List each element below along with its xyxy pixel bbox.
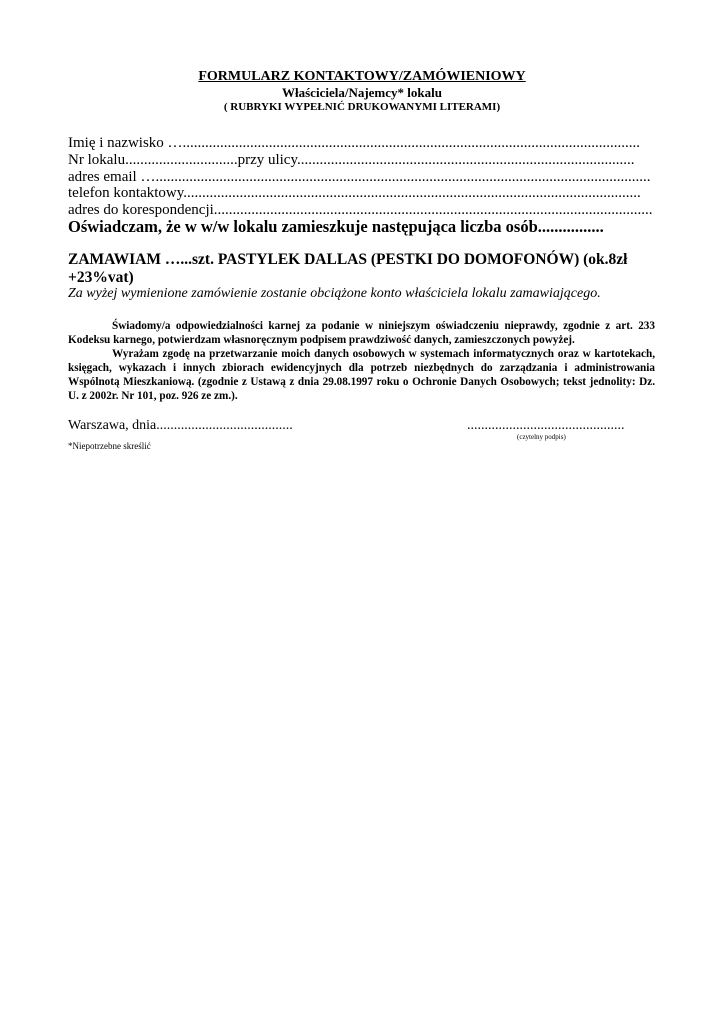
legal-paragraph-consent: Wyrażam zgodę na przetwarzanie moich danych osobowych w systemach informatycznych oraz w kartotekach, księgach, wykazach i innych zbiorach ewidencyjnych dla potrzeb niezbędnych do zarządzania i administrowania Wspólnotą Mieszkaniową. (zgodnie z Ustawą z dnia 29.08.1997 roku o Ochronie Danych Osobowych; tekst jednolity: Dz. U. z 2002r. Nr 101, poz. 926 ze zm.). <box>68 348 655 402</box>
residents-declaration: Oświadczam, że w w/w lokalu zamieszkuje następująca liczba osób................ <box>68 217 604 236</box>
name-field: Imię i nazwisko ….......................................................................................................................... <box>68 135 641 151</box>
email-field: adres email ….................................................................................................................................... <box>68 169 651 185</box>
legal-statement <box>68 319 655 403</box>
order-line: ZAMAWIAM …...szt. PASTYLEK DALLAS (PESTKI DO DOMOFONÓW) (ok.8zł +23%vat) <box>68 251 628 286</box>
footnote: *Niepotrzebne skreślić <box>68 441 151 451</box>
form-title: FORMULARZ KONTAKTOWY/ZAMÓWIENIOWY <box>198 69 526 84</box>
order-note: Za wyżej wymienione zamówienie zostanie obciążone konto właściciela lokalu zamawiającego. <box>68 286 601 301</box>
form-subtitle: Właściciela/Najemcy* lokalu <box>282 85 442 100</box>
legal-paragraph-liability: Świadomy/a odpowiedzialności karnej za podanie w niniejszym oświadczeniu nieprawdy, zgodnie z art. 233 Kodeksu karnego, potwierdzam własnoręcznym podpisem prawdziwość danych, zamieszczonych powyżej. <box>68 320 655 346</box>
place-date-field: Warszawa, dnia....................................... <box>68 418 293 433</box>
form-instruction: ( RUBRYKI WYPEŁNIĆ DRUKOWANYMI LITERAMI) <box>223 101 501 113</box>
signature-line: ............................................. <box>467 418 625 433</box>
correspondence-address-field: adres do korespondencji..................................................................................................................... <box>68 202 653 218</box>
phone-field: telefon kontaktowy.......................................................................................................................... <box>68 185 641 201</box>
unit-street-field: Nr lokalu..............................przy ulicy.......................................................................................... <box>68 152 635 168</box>
signature-caption: (czytelny podpis) <box>517 433 566 441</box>
